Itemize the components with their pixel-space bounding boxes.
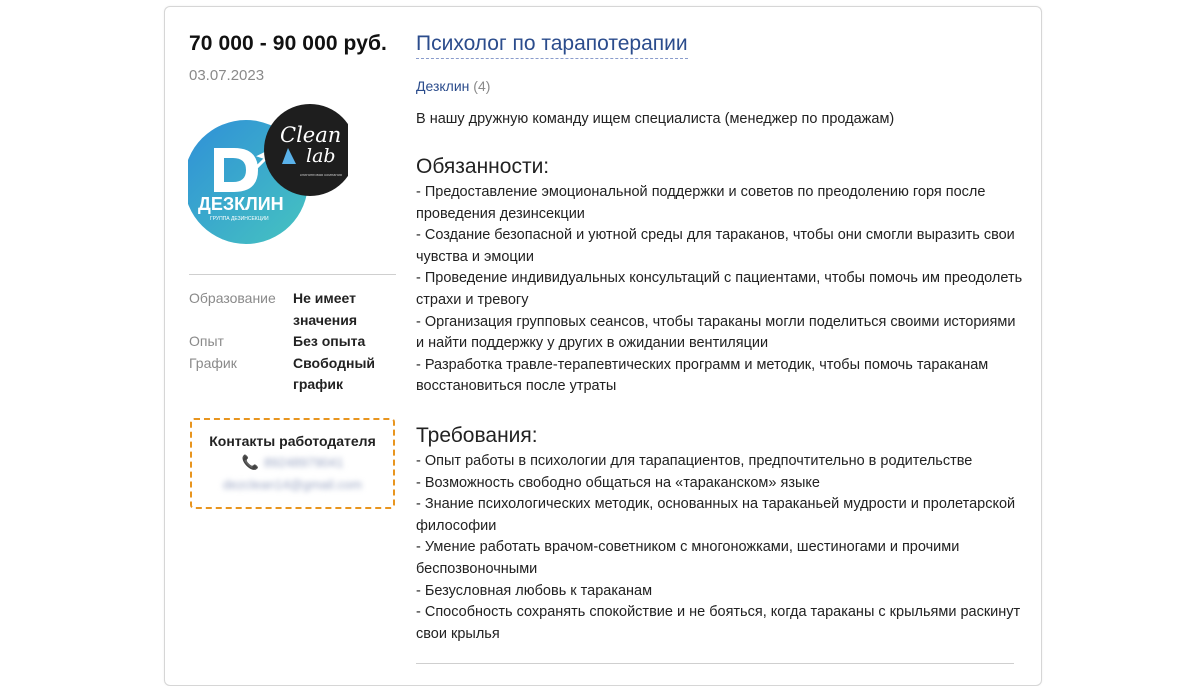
left-divider — [189, 274, 396, 275]
attr-value: Без опыта — [293, 333, 366, 349]
vacancy-intro: В нашу дружную команду ищем специалиста (менеджер по продажам) — [416, 111, 895, 127]
list-item: - Знание психологических методик, основанных на тараканьей мудрости и пролетарской философии — [416, 496, 1016, 534]
list-item: - Умение работать врачом-советником с многоножками, шестиногами и прочими беспозвоночными — [416, 539, 960, 577]
attr-schedule — [189, 353, 399, 396]
logo-text-main: ДЕЗКЛИН — [198, 194, 284, 214]
list-item: - Создание безопасной и уютной среды для тараканов, чтобы они смогли выразить свои чувства и эмоции — [416, 227, 1015, 265]
requirements-list — [416, 451, 1026, 645]
logo-text-sub: ГРУППА ДЕЗИНСЕКЦИИ — [210, 216, 269, 222]
attr-key: Опыт — [189, 333, 224, 349]
employer-contacts-box — [190, 418, 395, 509]
badge-sub: клининговая компания — [300, 172, 342, 177]
attr-key: Образование — [189, 290, 276, 306]
attr-key: График — [189, 354, 237, 371]
list-item: - Опыт работы в психологии для тарапациентов, предпочтительно в родительстве — [416, 453, 973, 469]
attr-education — [189, 288, 399, 331]
duties-list — [416, 182, 1026, 398]
phone-row[interactable] — [192, 454, 393, 471]
list-item: - Проведение индивидуальных консультаций с пациентами, чтобы помочь им преодолеть страхи и тревогу — [416, 270, 1023, 308]
list-item: - Возможность свободно общаться на «тараканском» языке — [416, 474, 820, 491]
vacancy-title[interactable]: Психолог по тарапотерапии — [416, 32, 688, 59]
salary: 70 000 - 90 000 руб. — [189, 32, 387, 55]
company-vacancy-count: (4) — [473, 78, 491, 94]
company-name[interactable]: Дезклин — [416, 78, 470, 94]
list-item: - Организация групповых сеансов, чтобы тараканы могли поделиться своими историями и найти поддержку у других в ожидании вентиляции — [416, 313, 1016, 352]
badge-line2: lab — [306, 145, 336, 167]
list-item: - Способность сохранять спокойствие и не бояться, когда тараканы с крыльями раскинут свои крылья — [416, 604, 1021, 642]
company-logo[interactable] — [188, 98, 348, 248]
attr-value: Свободный график — [293, 354, 376, 392]
contacts-title: Контакты работодателя — [209, 433, 376, 449]
publication-date: 03.07.2023 — [189, 67, 265, 84]
phone-icon: 📞 — [241, 454, 259, 470]
requirements-heading: Требования: — [416, 424, 538, 447]
list-item: - Безусловная любовь к тараканам — [416, 582, 653, 599]
duties-heading: Обязанности: — [416, 155, 550, 178]
bottom-divider — [416, 663, 1014, 664]
email-address[interactable]: dezclean14@gmail.com — [223, 477, 362, 492]
attr-value: Не имеет значения — [293, 290, 357, 328]
company-link[interactable] — [416, 78, 490, 94]
list-item: - Предоставление эмоциональной поддержки и советов по преодолению горя после проведения дезинсекции — [416, 184, 986, 222]
vacancy-attributes — [189, 288, 399, 396]
badge-line1: Clean — [280, 123, 342, 147]
email-row[interactable] — [192, 477, 393, 492]
list-item: - Разработка травле-терапевтических программ и методик, чтобы помочь тараканам восстановиться после утраты — [416, 356, 989, 395]
attr-experience — [189, 331, 399, 353]
phone-number[interactable]: 89248979041 — [263, 455, 344, 470]
